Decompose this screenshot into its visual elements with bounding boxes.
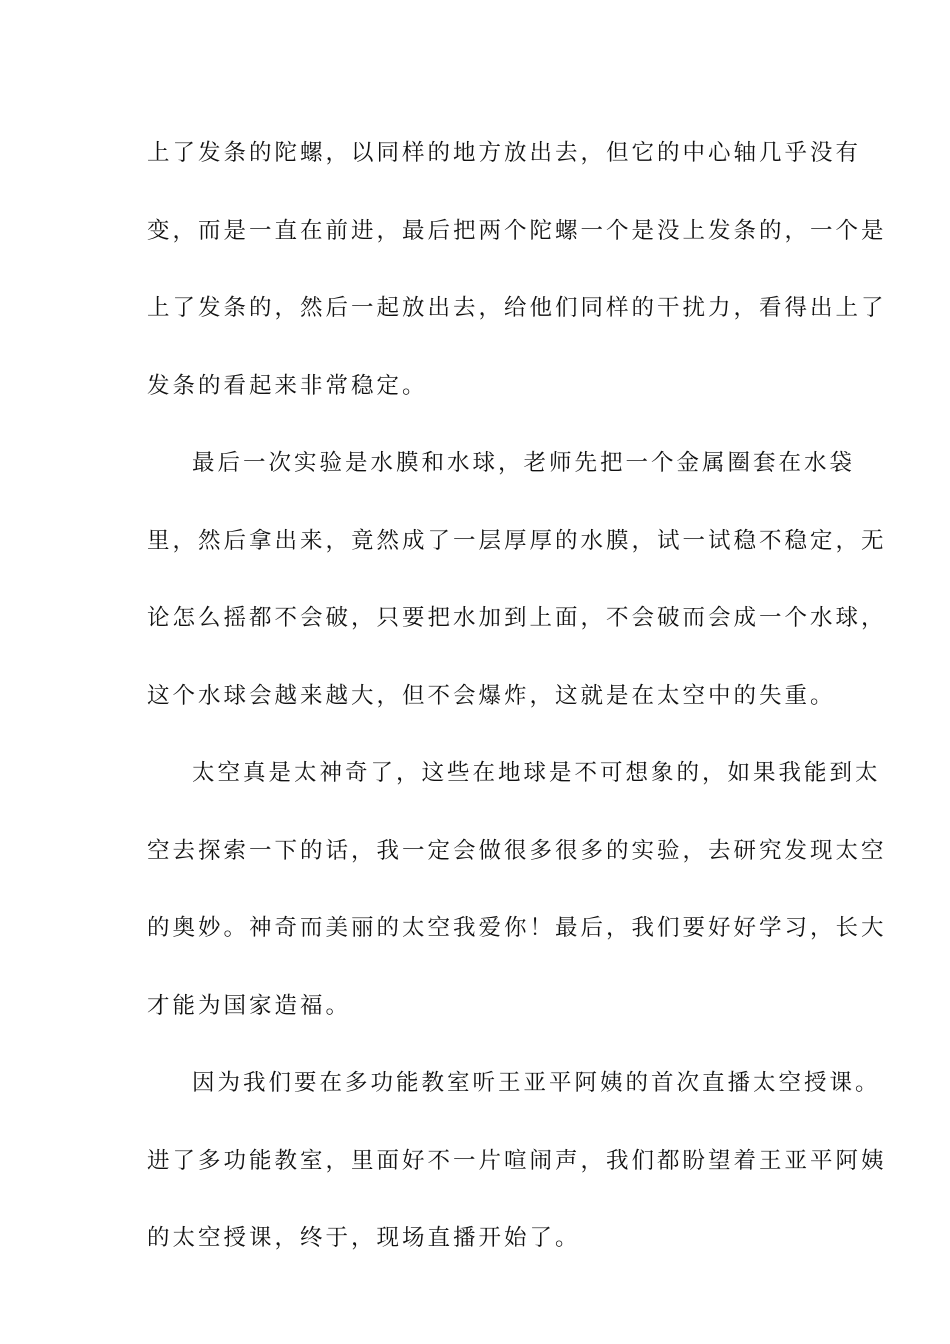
text-line: 空去探索一下的话，我一定会做很多很多的实验，去研究发现太空 xyxy=(147,837,887,864)
text-line: 上了发条的，然后一起放出去，给他们同样的干扰力，看得出上了 xyxy=(147,295,887,321)
text-line: 这个水球会越来越大，但不会爆炸，这就是在太空中的失重。 xyxy=(147,682,836,709)
text-line: 变，而是一直在前进，最后把两个陀螺一个是没上发条的，一个是 xyxy=(147,217,887,244)
text-line: 里，然后拿出来，竟然成了一层厚厚的水膜，试一试稳不稳定，无 xyxy=(147,527,887,554)
body-text xyxy=(147,130,887,1293)
text-line: 才能为国家造福。 xyxy=(147,992,352,1019)
text-line: 的太空授课，终于，现场直播开始了。 xyxy=(147,1225,581,1251)
text-line: 上了发条的陀螺，以同样的地方放出去，但它的中心轴几乎没有 xyxy=(147,140,862,166)
paragraph-first-line: 太空真是太神奇了，这些在地球是不可想象的，如果我能到太 xyxy=(192,760,881,786)
text-line: 的奥妙。神奇而美丽的太空我爱你！最后，我们要好好学习，长大 xyxy=(147,915,887,941)
text-line: 发条的看起来非常稳定。 xyxy=(147,372,428,399)
paragraph-first-line: 最后一次实验是水膜和水球，老师先把一个金属圈套在水袋 xyxy=(192,450,856,476)
text-line: 论怎么摇都不会破，只要把水加到上面，不会破而会成一个水球， xyxy=(147,605,887,631)
paragraph-first-line: 因为我们要在多功能教室听王亚平阿姨的首次直播太空授课。 xyxy=(192,1070,881,1096)
text-line: 进了多功能教室，里面好不一片喧闹声，我们都盼望着王亚平阿姨 xyxy=(147,1147,887,1174)
